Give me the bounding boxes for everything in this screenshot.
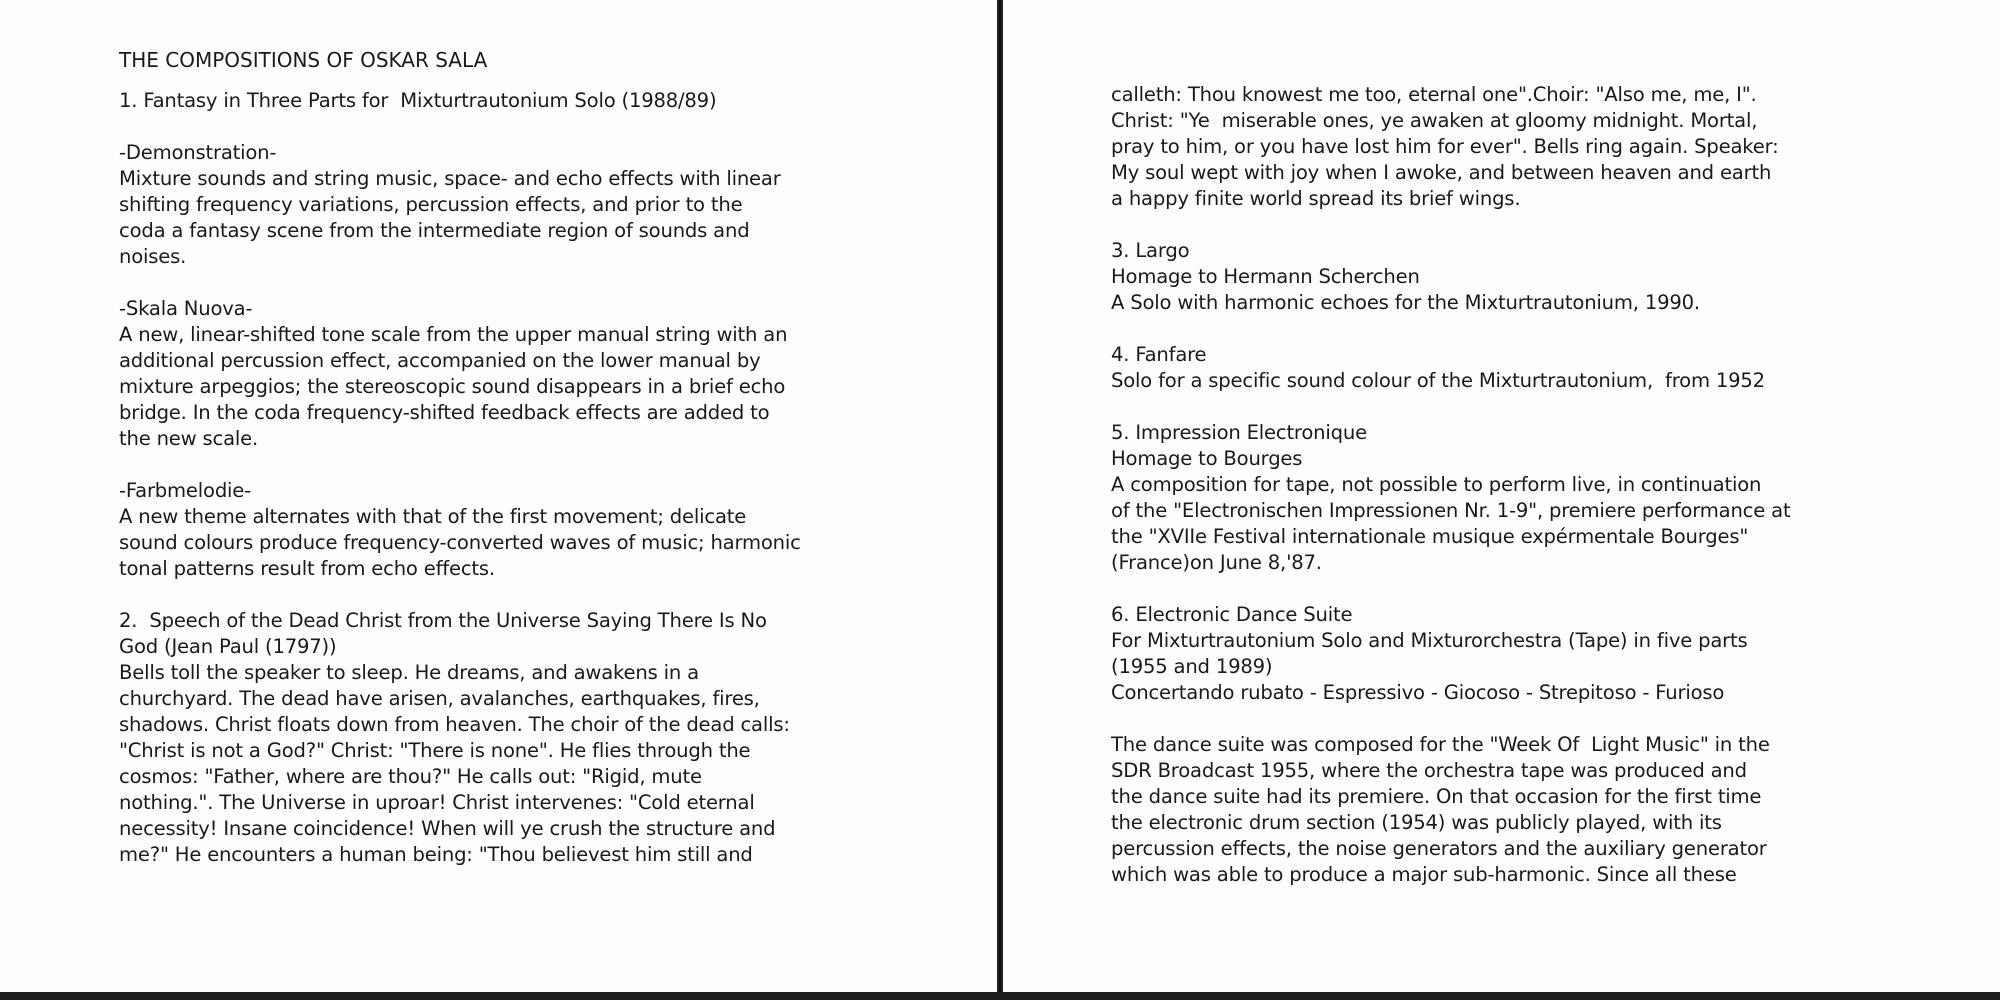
text-block: [1111, 342, 1931, 394]
text-line: the new scale.: [119, 427, 259, 450]
right-text-blocks: [1111, 82, 1931, 888]
text-line: churchyard. The dead have arisen, avalanches, earthquakes, fires,: [119, 687, 760, 710]
text-block: [1111, 602, 1931, 706]
text-line: pray to him, or you have lost him for ever". Bells ring again. Speaker:: [1111, 135, 1779, 158]
text-line: The dance suite was composed for the "Week Of Light Music" in the: [1111, 733, 1770, 756]
text-line: additional percussion effect, accompanied on the lower manual by: [119, 349, 761, 372]
text-block: [119, 296, 919, 452]
text-line: -Skala Nuova-: [119, 297, 253, 320]
left-column: [119, 0, 919, 894]
text-line: My soul wept with joy when I awoke, and between heaven and earth: [1111, 161, 1772, 184]
text-line: tonal patterns result from echo effects.: [119, 557, 495, 580]
left-text-blocks: [119, 88, 919, 868]
text-block: [119, 140, 919, 270]
scan-bottom-edge: [0, 992, 2000, 1000]
text-line: 2. Speech of the Dead Christ from the Universe Saying There Is No: [119, 609, 767, 632]
text-line: God (Jean Paul (1797)): [119, 635, 337, 658]
text-line: a happy finite world spread its brief wings.: [1111, 187, 1521, 210]
text-line: SDR Broadcast 1955, where the orchestra tape was produced and: [1111, 759, 1747, 782]
text-line: For Mixturtrautonium Solo and Mixturorchestra (Tape) in five parts: [1111, 629, 1748, 652]
text-line: A new, linear-shifted tone scale from the upper manual string with an: [119, 323, 788, 346]
text-line: Mixture sounds and string music, space- and echo effects with linear: [119, 167, 781, 190]
text-line: bridge. In the coda frequency-shifted feedback effects are added to: [119, 401, 770, 424]
text-line: calleth: Thou knowest me too, eternal one".Choir: "Also me, me, I".: [1111, 83, 1757, 106]
text-line: which was able to produce a major sub-harmonic. Since all these: [1111, 863, 1737, 886]
text-line: noises.: [119, 245, 187, 268]
text-line: sound colours produce frequency-converted waves of music; harmonic: [119, 531, 801, 554]
page-title: THE COMPOSITIONS OF OSKAR SALA: [119, 48, 488, 72]
text-line: necessity! Insane coincidence! When will ye crush the structure and: [119, 817, 776, 840]
text-line: coda a fantasy scene from the intermediate region of sounds and: [119, 219, 750, 242]
text-line: percussion effects, the noise generators and the auxiliary generator: [1111, 837, 1767, 860]
text-line: 4. Fanfare: [1111, 343, 1207, 366]
text-line: 5. Impression Electronique: [1111, 421, 1367, 444]
text-line: the dance suite had its premiere. On that occasion for the first time: [1111, 785, 1762, 808]
text-line: A new theme alternates with that of the first movement; delicate: [119, 505, 747, 528]
text-line: 1. Fantasy in Three Parts for Mixturtrautonium Solo (1988/89): [119, 89, 717, 112]
text-block: [1111, 732, 1931, 888]
text-line: Christ: "Ye miserable ones, ye awaken at gloomy midnight. Mortal,: [1111, 109, 1758, 132]
text-line: 3. Largo: [1111, 239, 1190, 262]
text-line: 6. Electronic Dance Suite: [1111, 603, 1353, 626]
text-line: nothing.". The Universe in uproar! Christ intervenes: "Cold eternal: [119, 791, 755, 814]
text-line: Homage to Hermann Scherchen: [1111, 265, 1420, 288]
text-block: [119, 88, 919, 114]
text-line: the "XVIIe Festival internationale musique expérmentale Bourges": [1111, 525, 1749, 548]
right-page: [1003, 0, 2000, 992]
text-line: -Farbmelodie-: [119, 479, 252, 502]
text-line: the electronic drum section (1954) was publicly played, with its: [1111, 811, 1722, 834]
text-line: Solo for a specific sound colour of the Mixturtrautonium, from 1952: [1111, 369, 1765, 392]
text-line: Homage to Bourges: [1111, 447, 1303, 470]
text-line: shadows. Christ floats down from heaven. The choir of the dead calls:: [119, 713, 790, 736]
text-block: [1111, 82, 1931, 212]
text-line: Concertando rubato - Espressivo - Giocoso - Strepitoso - Furioso: [1111, 681, 1725, 704]
text-line: cosmos: "Father, where are thou?" He calls out: "Rigid, mute: [119, 765, 702, 788]
text-line: mixture arpeggios; the stereoscopic sound disappears in a brief echo: [119, 375, 786, 398]
text-line: "Christ is not a God?" Christ: "There is none". He flies through the: [119, 739, 751, 762]
text-block: [119, 608, 919, 868]
right-column: [1111, 0, 1931, 914]
text-block: [1111, 238, 1931, 316]
text-line: (France)on June 8,'87.: [1111, 551, 1322, 574]
left-page: [0, 0, 997, 992]
text-line: A Solo with harmonic echoes for the Mixturtrautonium, 1990.: [1111, 291, 1700, 314]
text-line: A composition for tape, not possible to perform live, in continuation: [1111, 473, 1762, 496]
text-line: shifting frequency variations, percussion effects, and prior to the: [119, 193, 743, 216]
text-line: of the "Electronischen Impressionen Nr. 1-9", premiere performance at: [1111, 499, 1791, 522]
text-line: -Demonstration-: [119, 141, 277, 164]
text-line: me?" He encounters a human being: "Thou believest him still and: [119, 843, 753, 866]
text-block: [119, 478, 919, 582]
text-block: [1111, 420, 1931, 576]
text-line: Bells toll the speaker to sleep. He dreams, and awakens in a: [119, 661, 699, 684]
text-line: (1955 and 1989): [1111, 655, 1273, 678]
